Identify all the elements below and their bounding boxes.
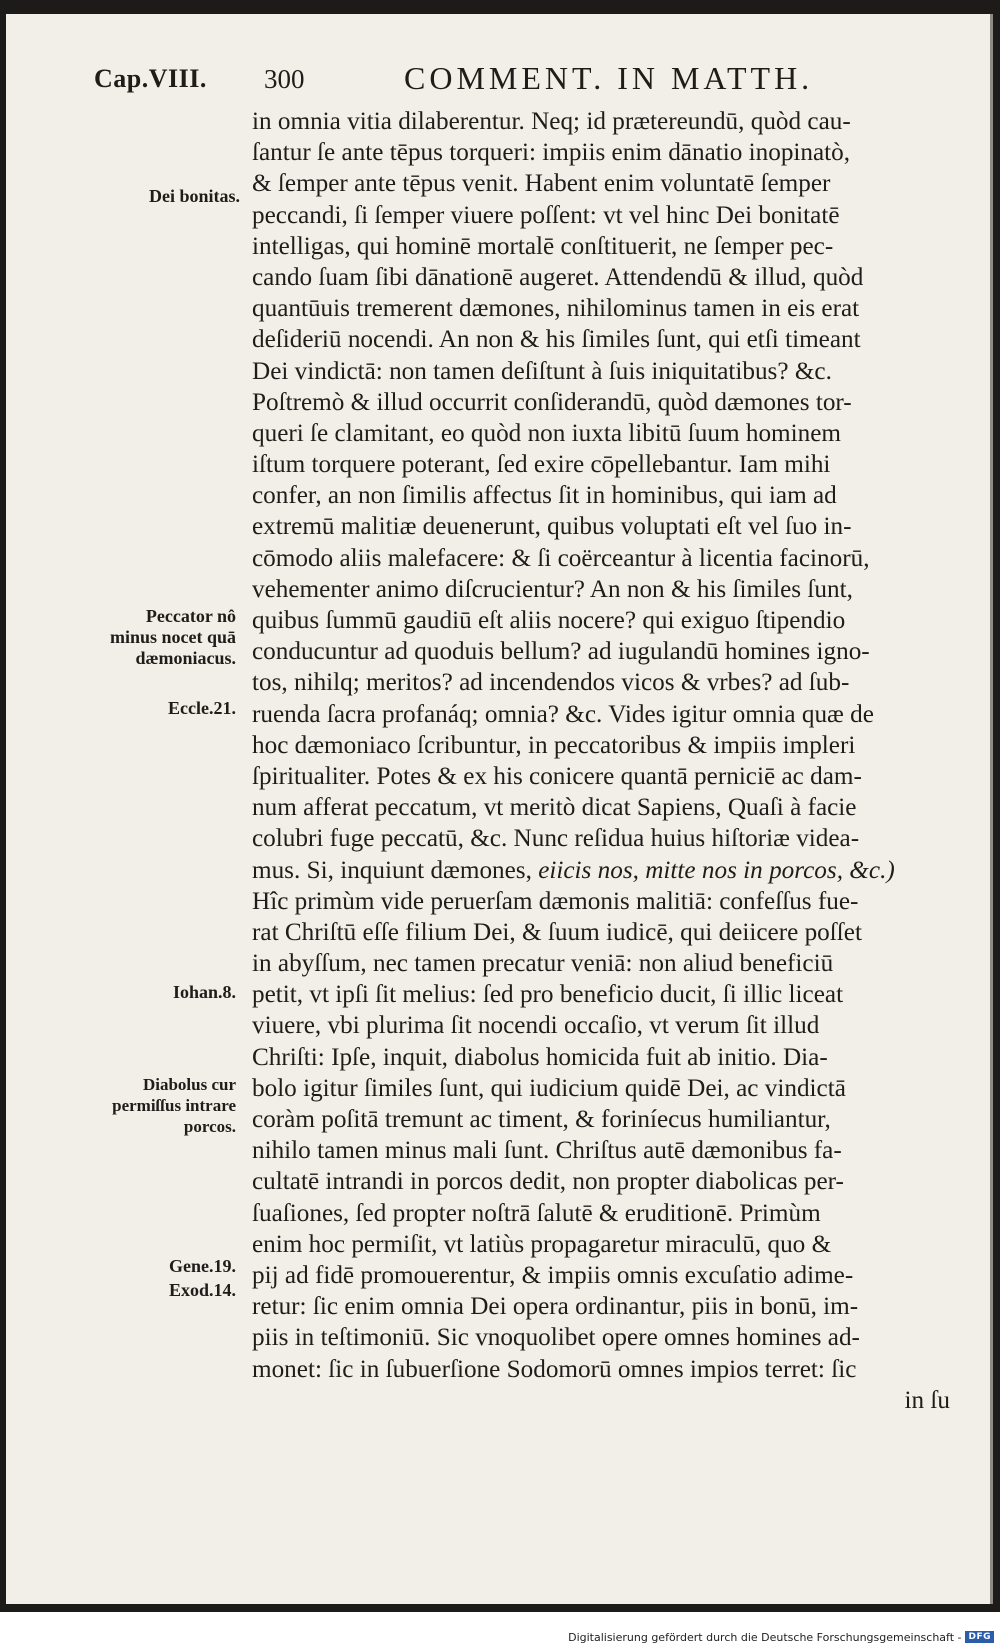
text-line: in abyſſum, nec tamen precatur veniā: non aliud beneficiū [252, 950, 834, 978]
text-line: ſpiritualiter. Potes & ex his conicere quantā perniciē ac dam- [252, 762, 862, 790]
text-line: num afferat peccatum, vt meritò dicat Sapiens, Quaſi à facie [252, 794, 857, 822]
text-line: piis in teſtimoniū. Sic vnoquolibet opere omnes homines ad- [252, 1324, 860, 1352]
text-line: monet: ſic in ſubuerſione Sodomorū omnes impios terret: ſic [252, 1355, 857, 1383]
text-line: peccandi, ſi ſemper viuere poſſent: vt vel hinc Dei bonitatē [252, 201, 840, 229]
margin-note: Gene.19. [169, 1256, 236, 1276]
text-line: iſtum torquere poterant, ſed exire cōpellebantur. Iam mihi [252, 451, 831, 479]
page-number: 300 [264, 64, 305, 94]
text-line: Dei vindictā: non tamen deſiſtunt à ſuis iniquitatibus? &c. [252, 357, 832, 385]
text-line: cando ſuam ſibi dānationē augeret. Attendendū & illud, quòd [252, 263, 864, 291]
text-line: Hîc primùm vide peruerſam dæmonis malitiā: confeſſus fue- [252, 887, 859, 915]
margin-note: Exod.14. [168, 1280, 236, 1300]
text-line: cultatē intrandi in porcos dedit, non propter diabolicas per- [252, 1168, 844, 1196]
text-line: quantūuis tremerent dæmones, nihilominus tamen in eis erat [252, 295, 860, 323]
text-line: queri ſe clamitant, eo quòd non iuxta libitū ſuum hominem [252, 419, 842, 447]
text-line: quibus ſummū gaudiū eſt aliis nocere? qui exiguo ſtipendio [252, 607, 846, 634]
text-line: tos, nihilq; meritos? ad incendendos vicos & vrbes? ad ſub- [252, 669, 850, 697]
text-line: conducuntur ad quoduis bellum? ad iugulandū homines igno- [252, 638, 870, 666]
quoted-lemma-italic: eiicis nos, mitte nos in porcos, &c.) [538, 856, 895, 884]
text-line: coràm poſitā tremunt ac timent, & foriníecus humiliantur, [252, 1106, 831, 1133]
text-line: extremū malitiæ deuenerunt, quibus voluptati eſt vel ſuo in- [252, 513, 852, 541]
text-line: deſideriū nocendi. An non & his ſimiles ſunt, qui etſi timeant [252, 326, 861, 354]
text-line: enim hoc permiſit, vt latiùs propagaretur miraculū, quo & [252, 1230, 832, 1258]
text-line: & ſemper ante tēpus venit. Habent enim voluntatē ſemper [252, 170, 831, 198]
text-line: cōmodo aliis malefacere: & ſi coërceantur à licentia facinorū, [252, 544, 870, 572]
text-line: ruenda ſacra profanáq; omnia? &c. Vides igitur omnia quæ de [252, 700, 874, 728]
text-line: nihilo tamen minus mali ſunt. Chriſtus autē dæmonibus fa- [252, 1137, 842, 1165]
digitization-footer [568, 1630, 994, 1644]
text-line: petit, vt ipſi ſit melius: ſed pro beneficio ducit, ſi illic liceat [252, 981, 844, 1009]
quoted-lemma: Si, inquiunt dæmones, [306, 856, 532, 884]
margin-note: Eccle.21. [168, 698, 236, 718]
running-header [94, 58, 890, 102]
book-page [6, 14, 993, 1604]
text-line: intelligas, qui hominē mortalē conſtituerit, ne ſemper pec- [252, 232, 834, 260]
margin-note: Peccator nô minus nocet quā dæmoniacus. [109, 606, 236, 668]
text-line: in omnia vitia dilaberentur. Neq; id prætereundū, quòd cau- [252, 108, 851, 135]
funding-credit: Digitalisierung gefördert durch die Deutsche Forschungsgemeinschaft - [568, 1630, 962, 1644]
running-title: COMMENT. IN MATTH. [404, 60, 814, 96]
chapter-label: Cap.VIII. [94, 64, 207, 93]
body-text [252, 106, 950, 1416]
text-line: confer, an non ſimilis affectus ſit in hominibus, qui iam ad [252, 482, 837, 510]
text-line: ſantur ſe ante tēpus torqueri: impiis enim dānatio inopinatò, [252, 139, 851, 167]
text-line: bolo igitur ſimiles ſunt, qui iudicium quidē Dei, ac vindictā [252, 1074, 846, 1102]
margin-note: Diabolus cur permiſſus intrare porcos. [112, 1075, 236, 1136]
text-line: rat Chriſtū eſſe filium Dei, & ſuum iudicē, qui deiicere poſſet [252, 918, 862, 946]
text-line: Chriſti: Ipſe, inquit, diabolus homicida fuit ab initio. Dia- [252, 1043, 828, 1071]
catchword: in ſu [904, 1386, 950, 1414]
text-line: colubri fuge peccatū, &c. Nunc reſidua huius hiſtoriæ videa- [252, 825, 860, 853]
text-line: hoc dæmoniaco ſcribuntur, in peccatoribus & impiis impleri [252, 731, 856, 759]
text-line [252, 855, 950, 886]
margin-note: Iohan.8. [172, 982, 236, 1002]
text-line: ſuaſiones, ſed propter noſtrā ſalutē & eruditionē. Primùm [252, 1199, 821, 1227]
text-line: retur: ſic enim omnia Dei opera ordinantur, piis in bonū, im- [252, 1293, 859, 1321]
text-line: viuere, vbi plurima ſit nocendi occaſio, vt verum ſit illud [252, 1012, 820, 1040]
text-segment: mus. [252, 856, 301, 884]
dfg-logo: DFG [965, 1631, 994, 1643]
text-line: vehementer animo diſcrucientur? An non & his ſimiles ſunt, [252, 575, 853, 603]
text-line: pij ad fidē promouerentur, & impiis omnis excuſatio adime- [252, 1261, 854, 1289]
text-line: Poſtremò & illud occurrit conſiderandū, quòd dæmones tor- [252, 388, 852, 416]
margin-note: Dei bonitas. [148, 186, 240, 206]
